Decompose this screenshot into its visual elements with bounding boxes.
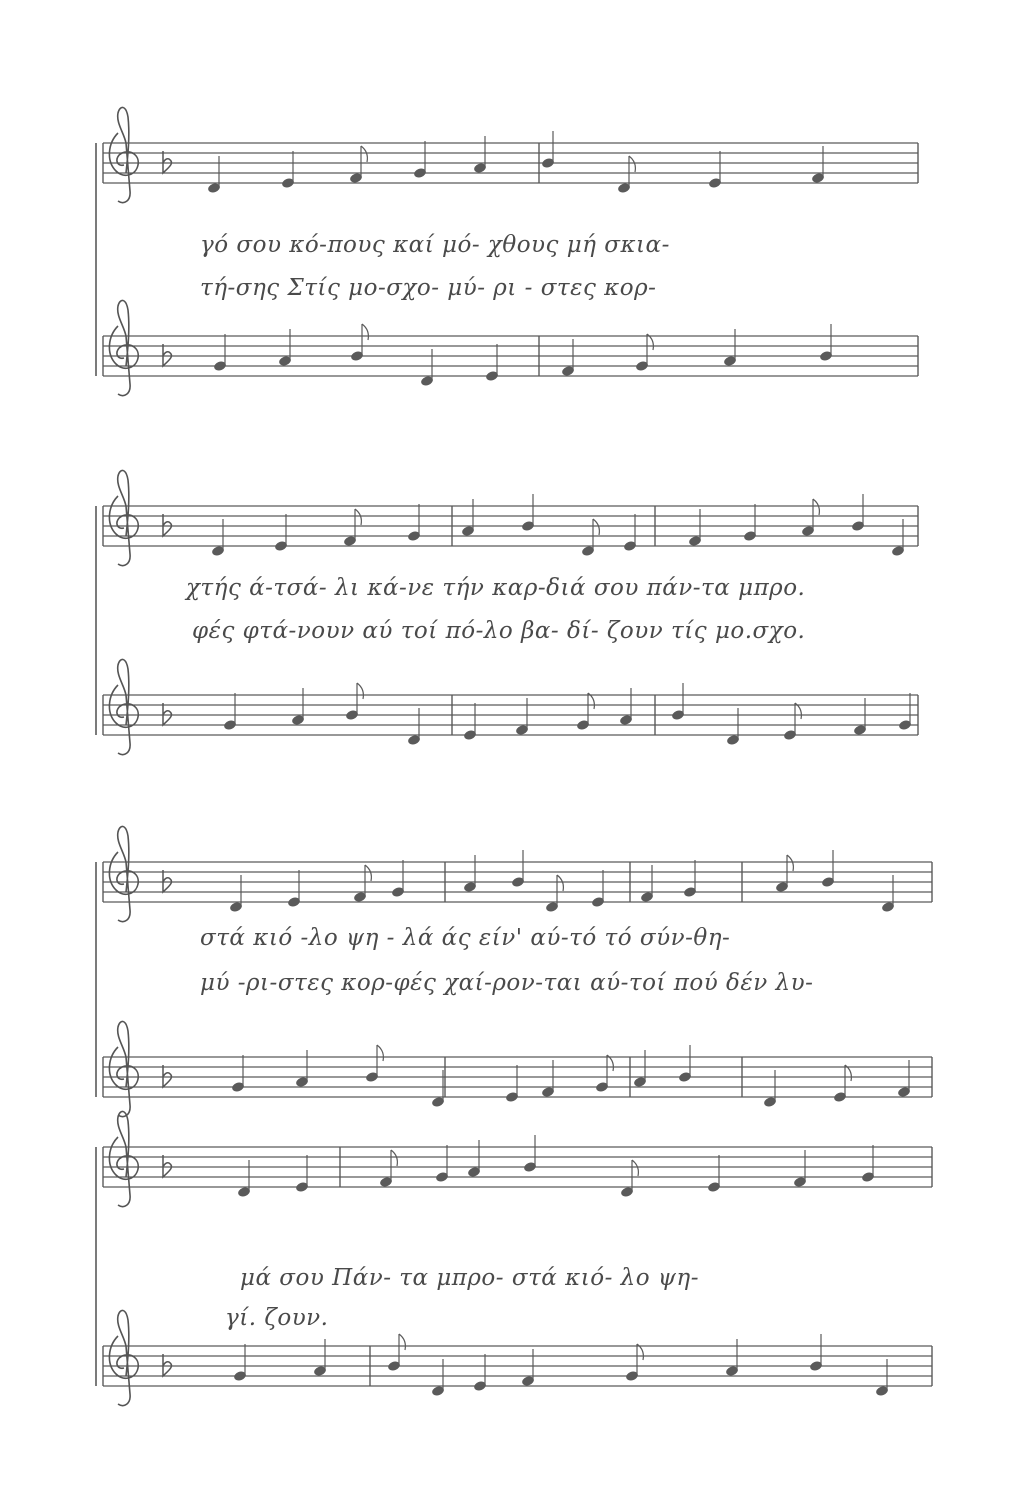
- note-flag: [361, 146, 367, 162]
- treble-clef-icon: [109, 659, 138, 754]
- flat-sign-icon: [163, 151, 171, 173]
- flat-sign-icon: [163, 703, 171, 725]
- lyrics-line: μύ -ρι-στες κορ-φές χαί-ρον-ται αύ-τοί πού δέν λυ-: [200, 970, 814, 996]
- note-flag: [377, 1045, 383, 1061]
- treble-clef-icon: [109, 1111, 138, 1206]
- staff-layer: [96, 107, 932, 1405]
- note-flag: [357, 683, 363, 699]
- note-flag: [557, 875, 563, 891]
- flat-sign-icon: [163, 1065, 171, 1087]
- treble-clef-icon: [109, 107, 138, 202]
- lyrics-line: χτής ά-τσά- λι κά-νε τήν καρ-διά σου πάν-τα μπρο.: [186, 575, 806, 601]
- note-flag: [391, 1150, 397, 1166]
- treble-clef-icon: [109, 470, 138, 565]
- note-flag: [362, 324, 368, 340]
- lyrics-line: μά σου Πάν- τα μπρο- στά κιό- λο ψη-: [240, 1265, 699, 1291]
- note-flag: [399, 1334, 405, 1350]
- note-flag: [593, 519, 599, 535]
- lyrics-line: γί. ζουν.: [225, 1305, 329, 1331]
- note-flag: [632, 1160, 638, 1176]
- lyrics-line: φές φτά-νουν αύ τοί πό-λο βα- δί- ζουν τίς μο.σχο.: [192, 618, 806, 644]
- flat-sign-icon: [163, 870, 171, 892]
- flat-sign-icon: [163, 1354, 171, 1376]
- note-flag: [355, 509, 361, 525]
- treble-clef-icon: [109, 1021, 138, 1116]
- note-flag: [629, 156, 635, 172]
- lyrics-line: στά κιό -λο ψη - λά άς είν' αύ-τό τό σύν-θη-: [200, 925, 731, 951]
- treble-clef-icon: [109, 1310, 138, 1405]
- lyrics-line: γό σου κό-πους καί μό- χθους μή σκια-: [200, 232, 670, 258]
- flat-sign-icon: [163, 1155, 171, 1177]
- treble-clef-icon: [109, 826, 138, 921]
- flat-sign-icon: [163, 514, 171, 536]
- note-flag: [787, 855, 793, 871]
- lyrics-line: τή-σης Στίς μο-σχο- μύ- ρι - στες κορ-: [200, 275, 657, 301]
- note-flag: [365, 865, 371, 881]
- treble-clef-icon: [109, 300, 138, 395]
- note-flag: [813, 499, 819, 515]
- flat-sign-icon: [163, 344, 171, 366]
